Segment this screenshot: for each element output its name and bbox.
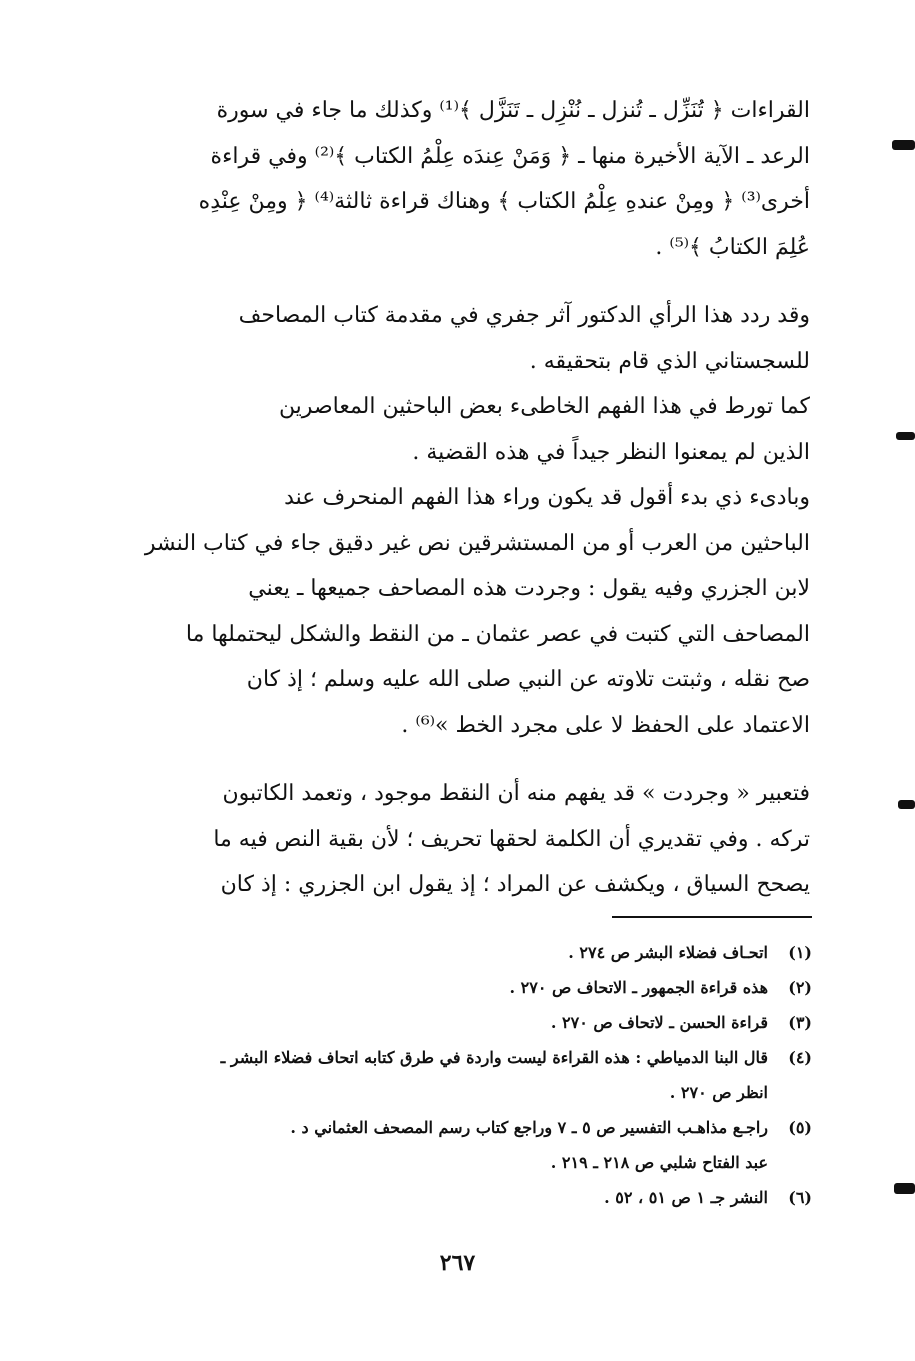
footnote-text: راجـع مذاهـب التفسير ص ٥ ـ ٧ وراجع كتاب رسم المصحف العثماني د . xyxy=(290,1118,768,1137)
footnote-1 xyxy=(128,935,812,970)
footnote-text: النشر جـ ١ ص ٥١ ، ٥٢ . xyxy=(604,1188,768,1207)
text-line: للسجستاني الذي قام بتحقيقه . xyxy=(529,348,810,374)
paragraph-3 xyxy=(128,384,810,475)
footnote-text: قال البنا الدمياطي : هذه القراءة ليست واردة في طرق كتابه اتحاف فضلاء البشر ـ xyxy=(220,1048,768,1067)
text-line: تركه . وفي تقديري أن الكلمة لحقها تحريف ؛ لأن بقية النص فيه ما xyxy=(213,826,810,852)
text-line: الرعد ـ الآية الأخيرة منها ـ ﴿ وَمَنْ عِندَه عِلْمُ الكتاب ﴾⁽²⁾ وفي قراءة xyxy=(210,143,810,169)
footnote-number: (٤) xyxy=(788,1048,812,1067)
footnote-number: (٦) xyxy=(788,1188,812,1207)
scan-mark xyxy=(894,1183,915,1194)
footnote-6 xyxy=(128,1180,812,1215)
text-line: لابن الجزري وفيه يقول : وجردت هذه المصاحف جميعها ـ يعني xyxy=(248,576,810,601)
footnote-2 xyxy=(128,970,812,1005)
text-line: أخرى⁽³⁾ ﴿ ومِنْ عندهِ عِلْمُ الكتاب ﴾ وهناك قراءة ثالثة⁽⁴⁾ ﴿ ومِنْ عِنْدِه xyxy=(198,189,810,214)
text-line: الباحثين من العرب أو من المستشرقين نص غير دقيق جاء في كتاب النشر xyxy=(144,530,810,556)
footnote-number: (١) xyxy=(788,943,812,962)
text-line: كما تورط في هذا الفهم الخاطىء بعض الباحثين المعاصرين xyxy=(278,394,810,419)
footnote-separator xyxy=(612,916,812,918)
footnote-3 xyxy=(128,1005,812,1040)
footnote-text: هذه قراءة الجمهور ـ الاتحاف ص ٢٧٠ . xyxy=(509,978,768,997)
footnote-text: اتحـاف فضلاء البشر ص ٢٧٤ . xyxy=(568,943,768,962)
footnote-4 xyxy=(128,1040,812,1075)
footnote-5-continuation: عبد الفتاح شلبي ص ٢١٨ ـ ٢١٩ . xyxy=(550,1153,768,1172)
footnote-number: (٣) xyxy=(788,1013,812,1032)
footnote-5 xyxy=(128,1110,812,1145)
paragraph-2 xyxy=(128,293,810,384)
page-number: ٢٦٧ xyxy=(439,1250,476,1276)
scan-mark xyxy=(896,432,915,440)
text-line: صح نقله ، وثبتت تلاوته عن النبي صلى الله عليه وسلم ؛ إذ كان xyxy=(246,667,810,692)
text-line: وبادىء ذي بدء أقول قد يكون وراء هذا الفهم المنحرف عند xyxy=(284,485,810,510)
scan-mark xyxy=(892,140,915,150)
text-line: يصحح السياق ، ويكشف عن المراد ؛ إذ يقول ابن الجزري : إذ كان xyxy=(220,872,810,897)
paragraph-5 xyxy=(128,771,810,908)
footnote-number: (٥) xyxy=(788,1118,812,1137)
paragraph-4 xyxy=(128,475,810,748)
text-line: القراءات ﴿ تُنَزِّل ـ تُنزل ـ نُنْزِل ـ تَنَزَّل ﴾⁽¹⁾ وكذلك ما جاء في سورة xyxy=(216,98,810,123)
footnote-4-continuation: انظر ص ٢٧٠ . xyxy=(669,1083,768,1102)
footnotes xyxy=(128,935,812,1215)
paragraph-1 xyxy=(128,88,810,270)
text-line: الاعتماد على الحفظ لا على مجرد الخط »⁽⁶⁾ . xyxy=(401,712,810,738)
text-line: وقد ردد هذا الرأي الدكتور آثر جفري في مقدمة كتاب المصاحف xyxy=(238,303,810,328)
scan-mark xyxy=(898,800,915,809)
text-line: الذين لم يمعنوا النظر جيداً في هذه القضية . xyxy=(412,439,810,465)
main-text xyxy=(128,88,810,908)
text-line: فتعبير « وجردت » قد يفهم منه أن النقط موجود ، وتعمد الكاتبون xyxy=(222,781,810,806)
text-line: المصاحف التي كتبت في عصر عثمان ـ من النقط والشكل ليحتملها ما xyxy=(185,621,810,647)
text-line: عُلِمَ الكتابُ ﴾⁽⁵⁾ . xyxy=(655,234,810,260)
footnote-number: (٢) xyxy=(788,978,812,997)
footnote-text: قراءة الحسن ـ لاتحاف ص ٢٧٠ . xyxy=(550,1013,768,1032)
